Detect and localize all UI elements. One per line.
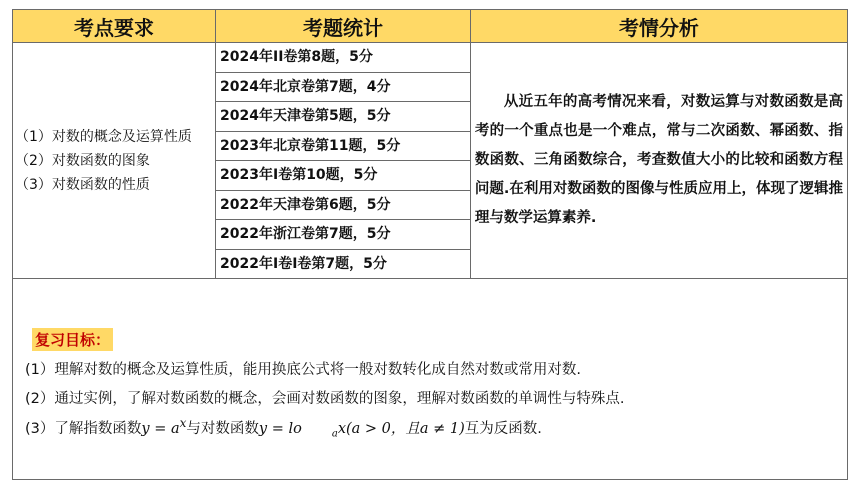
stat-item: 2023年北京卷第11题，5分 [216, 132, 470, 162]
stat-item: 2024年北京卷第7题，4分 [216, 73, 470, 103]
goal-item-2: (2）通过实例，了解对数函数的概念，会画对数函数的图象，理解对数函数的单调性与特殊点. [25, 391, 625, 407]
goal3-middle: 与对数函数 [186, 420, 259, 437]
table-body-row [13, 43, 848, 279]
goal3-exp-superscript: x [179, 416, 187, 430]
stat-item: 2022年浙江卷第7题，5分 [216, 220, 470, 250]
goal3-suffix: 互为反函数. [464, 420, 542, 437]
stat-item: 2023年I卷第10题，5分 [216, 161, 470, 191]
requirement-item: （3）对数函数的性质 [15, 176, 150, 193]
statistics-cell [216, 43, 471, 279]
header-analysis: 考情分析 [470, 10, 847, 43]
requirement-item: （2）对数函数的图象 [15, 152, 150, 169]
requirement-item: （1）对数的概念及运算性质 [15, 128, 192, 145]
goal3-log-base: a [331, 428, 338, 440]
exam-overview-table [12, 9, 848, 279]
stat-item: 2022年天津卷第6题，5分 [216, 191, 470, 221]
stat-item: 2022年I卷I卷第7题，5分 [220, 255, 387, 272]
goal3-prefix: (3）了解指数函数 [25, 420, 142, 437]
analysis-cell [470, 43, 847, 279]
review-goals-panel [12, 272, 848, 480]
stat-item: 2024年II卷第8题，5分 [216, 43, 470, 73]
goal3-exp-formula: y = a [141, 420, 180, 437]
goal3-log-condition: x(a > 0，且a ≠ 1) [337, 420, 465, 437]
header-requirements: 考点要求 [13, 10, 216, 43]
analysis-text: 从近五年的高考情况来看，对数运算与对数函数是高考的一个重点也是一个难点，常与二次函数、幂函数、指数函数、三角函数综合，考查数值大小的比较和函数方程问题.在利用对数函数的图像与性质应用上，体现了逻辑推理与数学运算素养. [474, 94, 843, 226]
goal3-log-formula: y = lo [258, 420, 302, 437]
table-header-row [13, 10, 848, 43]
stat-item: 2024年天津卷第5题，5分 [216, 102, 470, 132]
requirements-cell [13, 43, 216, 279]
goal-item-1: (1）理解对数的概念及运算性质，能用换底公式将一般对数转化成自然对数或常用对数. [25, 362, 581, 378]
header-statistics: 考题统计 [216, 10, 471, 43]
goal-item-3 [25, 416, 542, 440]
review-goals-title: 复习目标： [32, 328, 113, 351]
